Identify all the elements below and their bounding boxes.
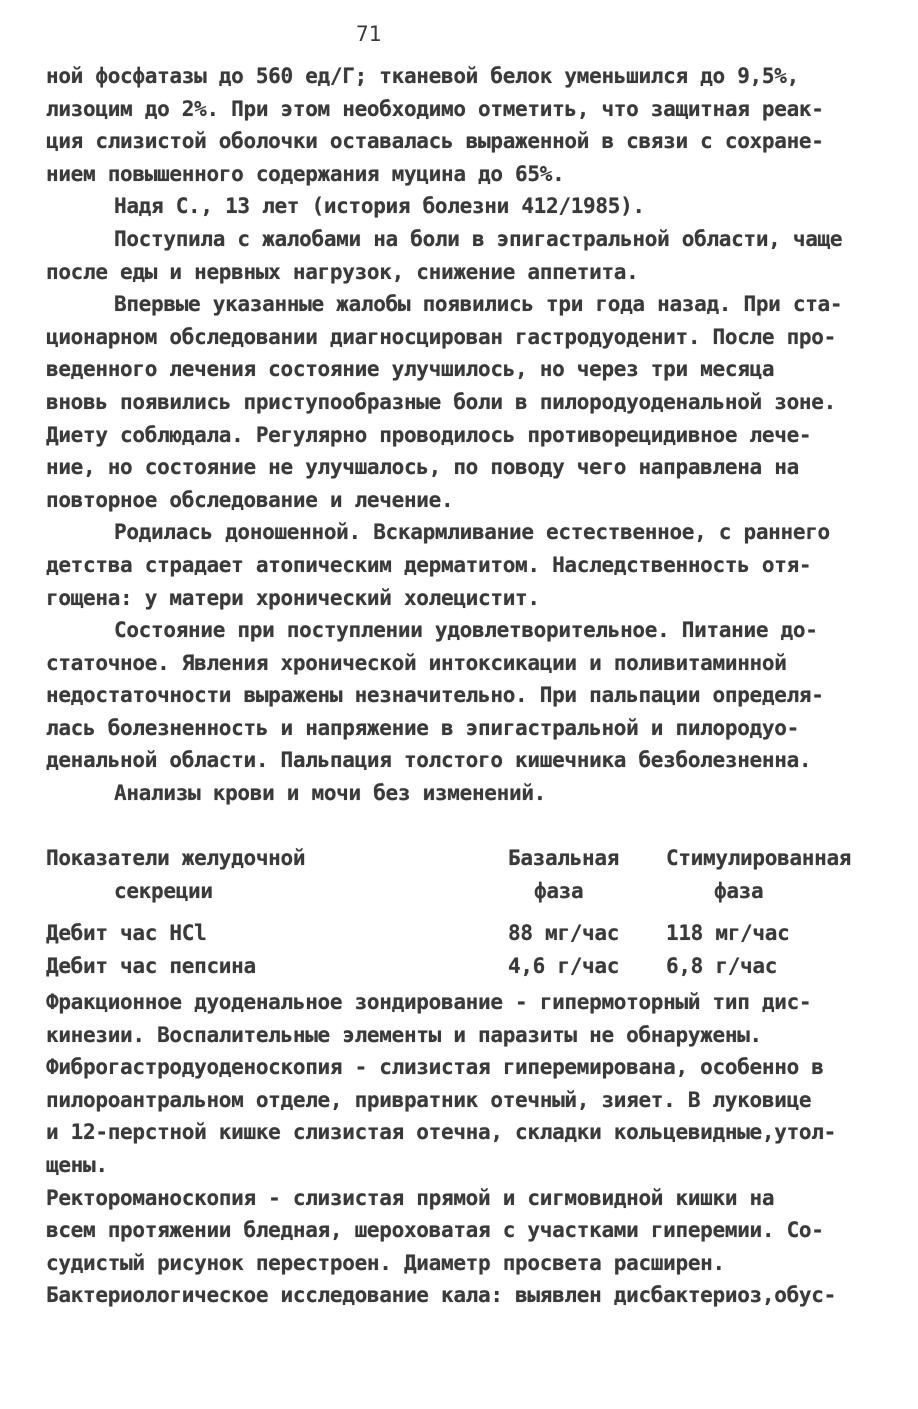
text-line: Впервые указанные жалобы появились три года назад. При ста-: [114, 292, 843, 317]
header-stimulated-cont: фаза: [714, 878, 764, 903]
text-line: всем протяжении бледная, шероховатая с участками гиперемии. Со-: [46, 1218, 824, 1243]
text-line: ной фосфатазы до 560 ед/Г; тканевой белок уменьшился до 9,5%,: [46, 64, 799, 88]
row-label: Дебит час HCl: [46, 921, 207, 946]
text-line: денальной области. Пальпация толстого кишечника безболезненна.: [46, 748, 812, 773]
table-header-row: [46, 842, 876, 875]
text-line: Родилась доношенной. Вскармливание естественное, с раннего: [114, 520, 830, 545]
text-line: Фракционное дуоденальное зондирование - гипермоторный тип дис-: [46, 990, 812, 1014]
text-line: ционарном обследовании диагносцирован гастродуоденит. После про-: [46, 324, 836, 349]
case-text-bottom: [46, 986, 876, 1312]
header-basal-cont: фаза: [534, 878, 584, 903]
text-line: судистый рисунок перестроен. Диаметр просвета расширен.: [46, 1250, 725, 1275]
text-line: статочное. Явления хронической интоксикации и поливитаминной: [46, 650, 787, 675]
text-line: недостаточности выражены незначительно. При пальпации определя-: [46, 683, 824, 708]
text-line: Бактериологическое исследование кала: выявлен дисбактериоз,обус-: [46, 1283, 836, 1308]
header-indicators-cont: секреции: [114, 878, 213, 903]
text-line: вновь появились приступообразные боли в пилородуоденальной зоне.: [46, 389, 836, 414]
table-header-row: [46, 875, 876, 908]
page-number: 71: [356, 22, 382, 46]
text-line: гощена: у матери хронический холецистит.: [46, 585, 540, 610]
table-row: [46, 950, 876, 983]
table-row: [46, 917, 876, 950]
row-stimulated-value: 118 мг/час: [666, 921, 790, 946]
text-line: щены.: [46, 1152, 108, 1177]
text-line: ция слизистой оболочки оставалась выраженной в связи с сохране-: [46, 129, 824, 154]
text-line: кинезии. Воспалительные элементы и паразиты не обнаружены.: [46, 1022, 762, 1047]
text-line: Ректороманоскопия - слизистая прямой и сигмовидной кишки на: [46, 1185, 775, 1210]
row-stimulated-value: 6,8 г/час: [666, 953, 778, 978]
text-line: Состояние при поступлении удовлетворительное. Питание до-: [114, 618, 818, 643]
text-line: лизоцим до 2%. При этом необходимо отметить, что защитная реак-: [46, 96, 824, 121]
text-line: пилороантральном отделе, привратник отечный, зияет. В луковице: [46, 1087, 812, 1112]
text-line: повторное обследование и лечение.: [46, 487, 454, 512]
text-line: нием повышенного содержания муцина до 65%.: [46, 161, 565, 186]
text-line: лась болезненность и напряжение в эпигастральной и пилородуо-: [46, 715, 799, 740]
header-indicators: Показатели желудочной: [46, 846, 306, 870]
text-line: детства страдает атопическим дерматитом. Наследственность отя-: [46, 552, 812, 577]
text-line: после еды и нервных нагрузок, снижение аппетита.: [46, 259, 639, 284]
text-line: ние, но состояние не улучшалось, по поводу чего направлена на: [46, 455, 799, 480]
row-basal-value: 4,6 г/час: [508, 953, 620, 978]
row-label: Дебит час пепсина: [46, 953, 256, 978]
text-line: веденного лечения состояние улучшилось, но через три месяца: [46, 357, 775, 382]
text-line: Анализы крови и мочи без изменений.: [114, 781, 547, 806]
text-line: Фиброгастродуоденоскопия - слизистая гиперемирована, особенно в: [46, 1055, 824, 1080]
case-text-top: [46, 60, 876, 810]
header-stimulated: Стимулированная: [666, 846, 852, 870]
text-line: и 12-перстной кишке слизистая отечна, складки кольцевидные,утол-: [46, 1120, 836, 1145]
gastric-secretion-table: [46, 842, 876, 982]
text-line: Диету соблюдала. Регулярно проводилось противорецидивное лече-: [46, 422, 812, 447]
header-basal: Базальная: [508, 846, 620, 870]
patient-heading: Надя С., 13 лет (история болезни 412/1985).: [114, 194, 645, 219]
row-basal-value: 88 мг/час: [508, 921, 620, 946]
text-line: Поступила с жалобами на боли в эпигастральной области, чаще: [114, 226, 843, 251]
